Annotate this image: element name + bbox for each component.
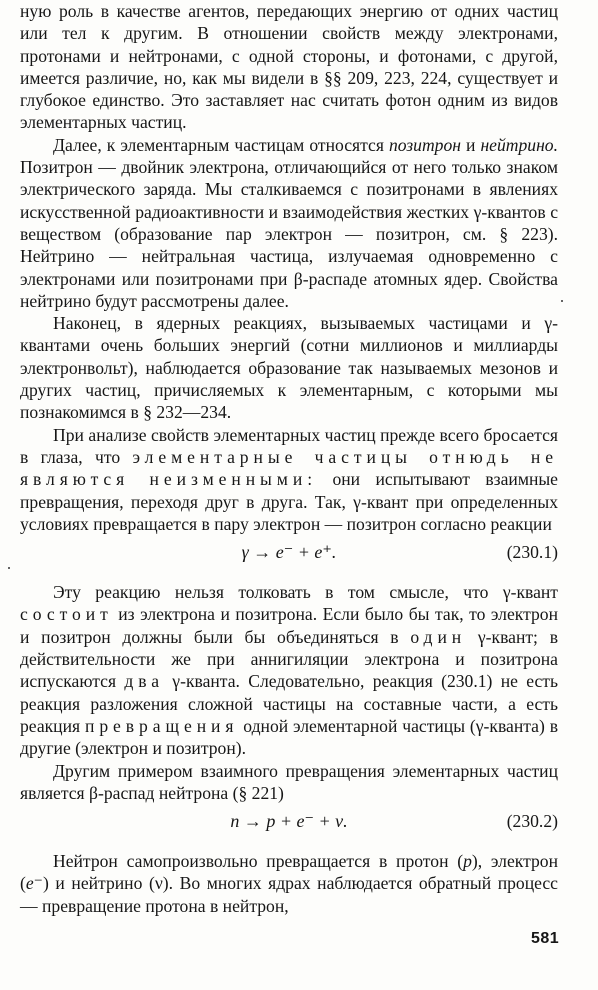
spaced-emphasis: два bbox=[124, 671, 164, 692]
spaced-emphasis: один bbox=[410, 626, 467, 647]
paragraph-positron-neutrino bbox=[20, 134, 558, 312]
paragraph-neutron-decay bbox=[20, 850, 558, 917]
equation-230-1 bbox=[20, 539, 558, 567]
text-run: из электрона и позитрона. Если было бы так, то электрон и позитрон должны были бы объединяться в bbox=[20, 604, 558, 647]
equation-number: (230.1) bbox=[506, 542, 558, 563]
equation-number: (230.2) bbox=[506, 811, 558, 832]
text-run: При анализе свойств элементарных частиц прежде всего бросается в глаза, что bbox=[20, 424, 558, 467]
text-run: γ-квант; в действительности же при аннигиляции электрона и позитрона испускаются bbox=[20, 626, 558, 692]
text-run: они испытывают взаимные превращения, переходя друг в друга. Так, γ-квант при определенных условиях превращается в пару электрон — позитрон согласно реакции bbox=[20, 469, 558, 534]
text-run: γ-кванта. Следовательно, реакция (230.1) не есть реакция разложения сложной частицы на составные части, а есть реакция bbox=[20, 671, 559, 736]
text-run: и bbox=[461, 134, 481, 155]
paragraph-reaction-interpretation bbox=[20, 581, 558, 759]
term-neutrino: нейтрино. bbox=[480, 134, 558, 155]
page-number: 581 bbox=[531, 930, 560, 947]
spaced-emphasis: элементарные частицы отнюдь не являются неизменными: bbox=[20, 446, 558, 490]
symbol-proton: p bbox=[463, 851, 472, 872]
spaced-emphasis: превращения bbox=[84, 715, 239, 736]
equation-expression: γ → e⁻ + e⁺. bbox=[241, 542, 337, 563]
text-run: Эту реакцию нельзя толковать в том смысле, что γ-квант bbox=[53, 582, 558, 603]
text-run: ), электрон ( bbox=[20, 851, 558, 894]
text-run: Далее, к элементарным частицам относятся bbox=[53, 134, 389, 155]
symbol-electron: e⁻ bbox=[25, 873, 43, 894]
scan-speck bbox=[8, 567, 10, 569]
equation-expression: n → p + e⁻ + ν. bbox=[230, 811, 348, 832]
equation-230-2 bbox=[20, 808, 558, 836]
paragraph-beta-decay: Другим примером взаимного превращения элементарных частиц является β-распад нейтрона (§ 221) bbox=[20, 760, 558, 803]
text-run: Нейтрон самопроизвольно превращается в протон ( bbox=[53, 851, 464, 872]
spaced-emphasis: состоит bbox=[20, 604, 113, 625]
text-run: ) и нейтрино (ν). Во многих ядрах наблюдается обратный процесс — превращение протона в нейтрон, bbox=[20, 873, 558, 916]
term-positron: позитрон bbox=[388, 134, 461, 155]
paragraph-continuation: ную роль в качестве агентов, передающих энергию от одних частиц или тел к другим. В отношении свойств между электронами, протонами и нейтронами, с одной стороны, и фотонами, с другой, имеется различие, но, как мы видели в §§ 209, 223, 224, существует и глубокое единство. Это заставляет нас считать фотон одним из видов элементарных частиц. bbox=[20, 1, 558, 133]
body-text bbox=[20, 0, 558, 917]
scan-speck bbox=[561, 300, 563, 302]
text-run: Позитрон — двойник электрона, отличающийся от него только знаком электрического заряда. Мы сталкиваемся с позитронами в явлениях искусственной радиоактивности и взаимодействия жестких γ-квантов с веществом (образование пар электрон — позитрон, см. § 223). Нейтрино — нейтральная частица, излучаемая одновременно с электронами или позитронами при β-распаде атомных ядер. Свойства нейтрино будут рассмотрены далее. bbox=[20, 157, 558, 311]
text-run: одной элементарной частицы (γ-кванта) в другие (электрон и позитрон). bbox=[20, 715, 559, 759]
paragraph-transformations bbox=[20, 424, 558, 535]
paragraph-mesons: Наконец, в ядерных реакциях, вызываемых частицами и γ-квантами очень больших энергий (сотни миллионов и миллиарды электронвольт), наблюдается образование так называемых мезонов и других частиц, причисляемых к элементарным, с которыми мы познакомимся в § 232—234. bbox=[20, 313, 558, 423]
